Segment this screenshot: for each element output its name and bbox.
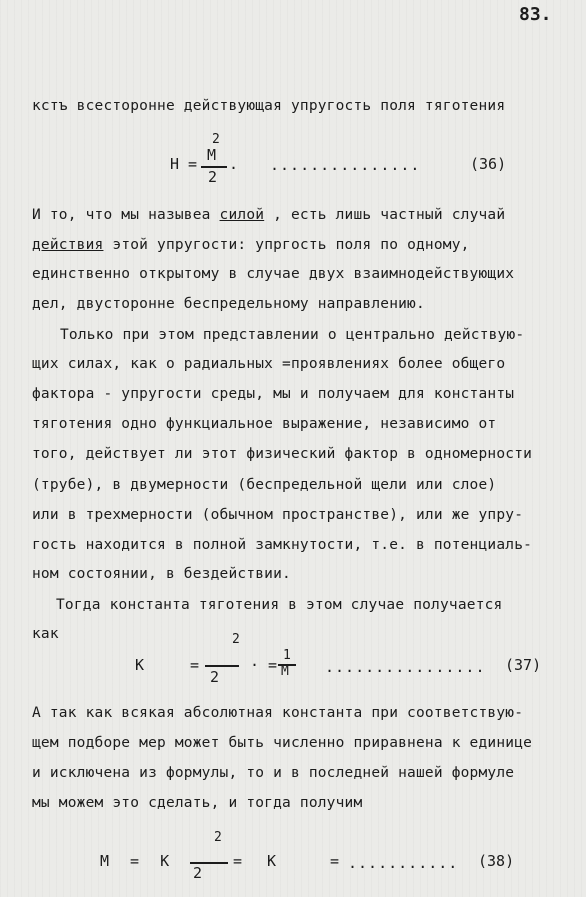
eq37-lhs: К	[135, 656, 145, 674]
p1-line-4: дел, двусторонне беспредельному направлению.	[32, 296, 425, 312]
p1-line-3: единственно открытому в случае двух взаимнодействующих	[32, 266, 515, 282]
p2-line-3: фактора - упругости среды, мы и получаем для константы	[32, 386, 515, 402]
p2-line-6: (трубе), в двумерности (беспредельной щели или слое)	[32, 477, 497, 493]
eq36-lhs: Н =	[170, 155, 198, 173]
p1-line-1-pre: И то, что мы назывеа	[32, 207, 220, 223]
p1-line-2	[32, 237, 470, 253]
word-silou: силой	[219, 207, 265, 223]
eq37-denominator: 2	[210, 668, 220, 686]
eq37-equals: =	[190, 656, 200, 674]
p3-line-1: Тогда константа тяготения в этом случае получается	[56, 597, 503, 613]
eq36-tail: .	[229, 155, 239, 173]
eq36-exponent: 2	[212, 132, 220, 147]
eq37-fraction-bar	[205, 665, 239, 667]
eq38-equals: =	[330, 852, 340, 870]
p4-line-1: А так как всякая абсолютная константа при соответствую-	[32, 705, 524, 721]
p4-line-2: щем подборе мер может быть численно приравнена к единице	[32, 735, 533, 751]
word-deistviya: действия	[32, 237, 104, 253]
p2-line-2: щих силах, как о радиальных =проявлениях более общего	[32, 356, 506, 372]
p2-line-4: тяготения одно функциальное выражение, независимо от	[32, 416, 497, 432]
p4-line-4: мы можем это сделать, и тогда получим	[32, 795, 363, 811]
eq38-denominator: 2	[193, 864, 203, 882]
eq37-exponent: 2	[232, 632, 240, 647]
eq36-denominator: 2	[208, 168, 218, 186]
text-line-1: кстъ всесторонне действующая упругость поля тяготения	[32, 98, 506, 114]
eq36-label: (36)	[470, 155, 507, 173]
eq37-denominator-2: М	[281, 664, 289, 679]
p3-line-2: как	[32, 626, 59, 642]
p2-line-1: Только при этом представлении о центрально действую-	[60, 327, 525, 343]
eq36-dots: ...............	[270, 156, 421, 174]
eq38-middle: = К	[233, 852, 285, 870]
page-number: 83.	[519, 4, 552, 25]
eq38-label: (38)	[478, 852, 515, 870]
p1-line-1-post: , есть лишь частный случай	[264, 207, 506, 223]
p1-line-2-post: этой упругости: упргость поля по одному,	[103, 237, 470, 253]
p2-line-5: того, действует ли этот физический фактор в одномерности	[32, 446, 533, 462]
eq38-lhs: М = К	[100, 852, 176, 870]
p2-line-8: гость находится в полной замкнутости, т.е. в потенциаль-	[32, 537, 533, 553]
p4-line-3: и исключена из формулы, то и в последней нашей формуле	[32, 765, 515, 781]
eq38-exponent: 2	[214, 830, 222, 845]
eq37-numerator-2: 1	[283, 648, 291, 663]
p1-line-1	[32, 207, 505, 223]
eq37-label: (37)	[505, 656, 542, 674]
eq38-dots: ...........	[348, 854, 459, 872]
eq37-middle: · =	[250, 656, 278, 674]
p2-line-7: или в трехмерности (обычном пространстве), или же упру-	[32, 507, 524, 523]
eq37-dots: ................	[325, 658, 486, 676]
eq36-numerator: М	[207, 146, 217, 164]
p2-line-9: ном состоянии, в бездействии.	[32, 566, 291, 582]
